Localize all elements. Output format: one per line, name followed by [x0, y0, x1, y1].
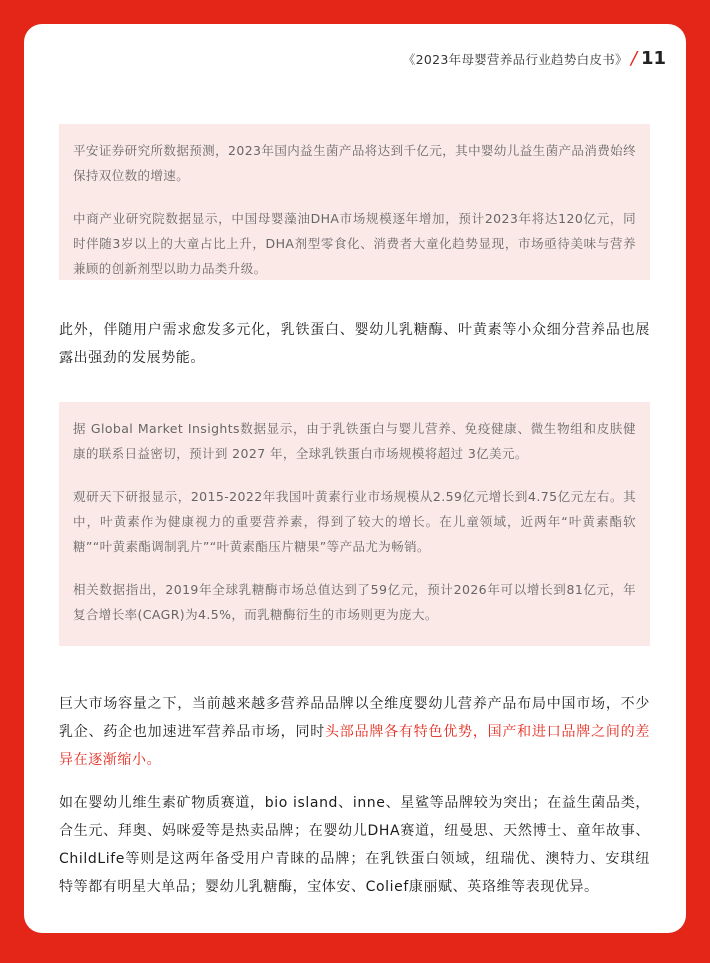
callout-paragraph: 相关数据指出，2019年全球乳糖酶市场总值达到了59亿元，预计2026年可以增长到81亿元，年复合增长率(CAGR)为4.5%，而乳糖酶衍生的市场则更为庞大。	[73, 582, 636, 622]
data-callout-box-1	[59, 124, 650, 280]
paragraph-text: 巨大市场容量之下，当前越来越多营养品品牌以全维度婴幼儿营养产品布局中国市场，不少乳企、药企也加速进军营养品市场，同时	[59, 696, 650, 740]
page-number: 11	[640, 48, 666, 69]
callout-paragraph: 据 Global Market Insights数据显示，由于乳铁蛋白与婴儿营养、免疫健康、微生物组和皮肤健康的联系日益密切，预计到 2027 年，全球乳铁蛋白市场规模将超过 3亿美元。	[73, 421, 636, 461]
callout-paragraph: 平安证券研究所数据预测，2023年国内益生菌产品将达到千亿元，其中婴幼儿益生菌产品消费始终保持双位数的增速。	[73, 143, 636, 183]
report-title: 《2023年母婴营养品行业趋势白皮书》	[402, 51, 628, 67]
body-paragraph: 此外，伴随用户需求愈发多元化，乳铁蛋白、婴幼儿乳糖酶、叶黄素等小众细分营养品也展露出强劲的发展势能。	[59, 322, 650, 366]
body-paragraph: 如在婴幼儿维生素矿物质赛道，bio island、inne、星鲨等品牌较为突出；在益生菌品类，合生元、拜奥、妈咪爱等是热卖品牌；在婴幼儿DHA赛道，纽曼思、天然博士、童年故事、ChildLife等则是这两年备受用户青睐的品牌；在乳铁蛋白领域，纽瑞优、澳特力、安琪纽特等都有明星大单品；婴幼儿乳糖酶，宝体安、Colief康丽赋、英珞维等表现优异。	[59, 795, 650, 895]
callout-paragraph: 观研天下研报显示，2015-2022年我国叶黄素行业市场规模从2.59亿元增长到4.75亿元左右。其中，叶黄素作为健康视力的重要营养素，得到了较大的增长。在儿童领域，近两年“叶黄素酯软糖”“叶黄素酯调制乳片”“叶黄素酯压片糖果”等产品尤为畅销。	[73, 489, 636, 554]
data-callout-box-2	[59, 402, 650, 646]
page	[24, 24, 686, 933]
body-paragraph	[59, 690, 650, 774]
header-slash-divider: /	[630, 48, 637, 69]
page-header	[403, 48, 666, 69]
highlighted-text: 头部品牌各有特色优势，国产和进口品牌之间的差异在逐渐缩小。	[59, 724, 650, 768]
callout-paragraph: 中商产业研究院数据显示，中国母婴藻油DHA市场规模逐年增加，预计2023年将达120亿元，同时伴随3岁以上的大童占比上升，DHA剂型零食化、消费者大童化趋势显现，市场亟待美味与营养兼顾的创新剂型以助力品类升级。	[73, 211, 636, 276]
